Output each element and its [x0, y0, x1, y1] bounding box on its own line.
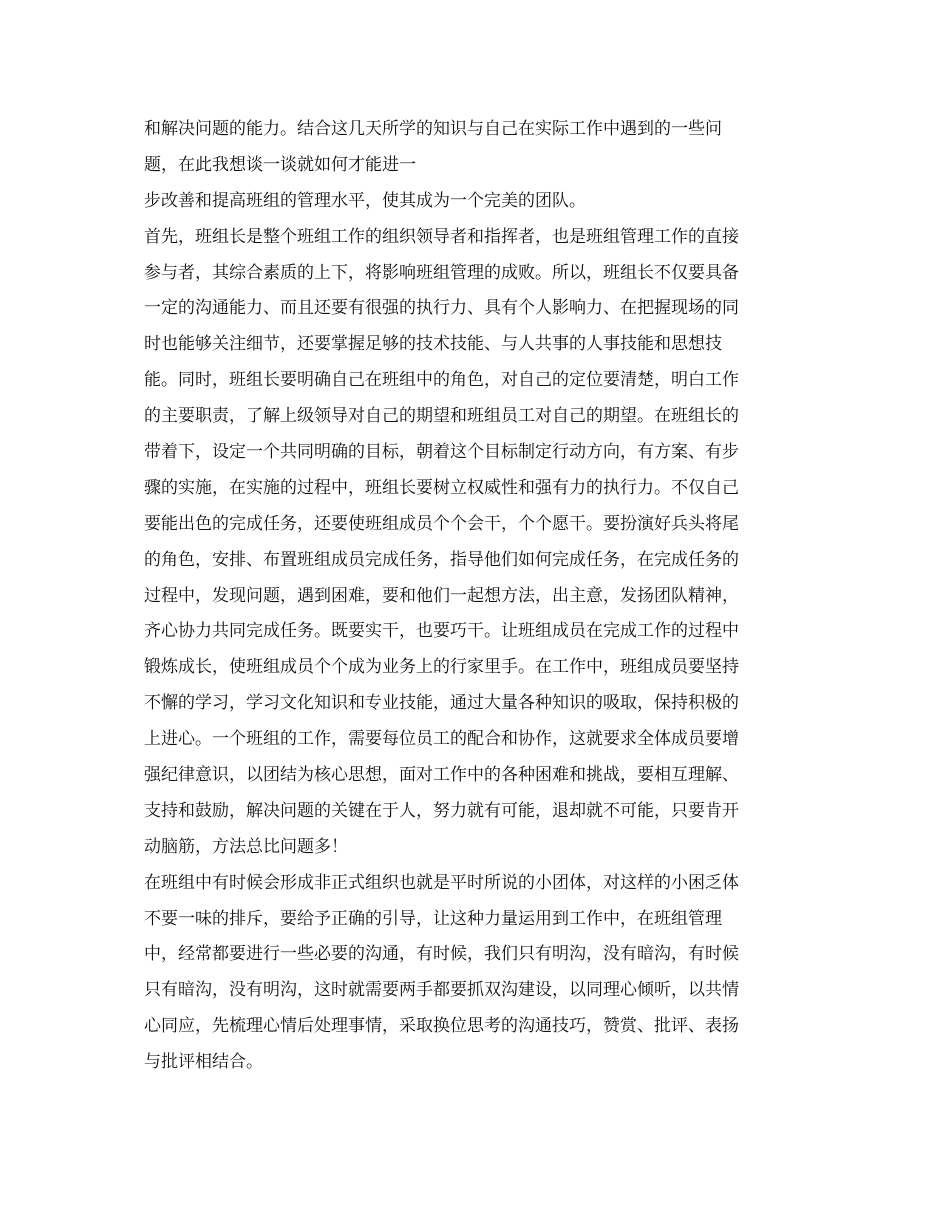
text-line: 时也能够关注细节，还要掌握足够的技术技能、与人共事的人事技能和思想技	[144, 334, 722, 355]
text-line: 心同应，先梳理心情后处理事情，采取换位思考的沟通技巧，赞赏、批评、表扬	[144, 1016, 739, 1037]
text-line: 强纪律意识，以团结为核心思想，面对工作中的各种困难和挑战，要相互理解、	[144, 765, 739, 786]
text-line: 的主要职责，了解上级领导对自己的期望和班组员工对自己的期望。在班组长的	[144, 406, 739, 427]
text-line: 支持和鼓励，解决问题的关键在于人，努力就有可能，退却就不可能，只要肯开	[144, 800, 739, 821]
text-line: 步改善和提高班组的管理水平，使其成为一个完美的团队。	[144, 190, 586, 211]
text-line: 齐心协力共同完成任务。既要实干，也要巧干。让班组成员在完成工作的过程中	[144, 621, 739, 642]
text-line: 在班组中有时候会形成非正式组织也就是平时所说的小团体，对这样的小困乏体	[144, 872, 739, 893]
text-line: 一定的沟通能力、而且还要有很强的执行力、具有个人影响力、在把握现场的同	[144, 298, 739, 319]
text-line: 参与者，其综合素质的上下，将影响班组管理的成败。所以，班组长不仅要具备	[144, 262, 739, 283]
text-line: 中，经常都要进行一些必要的沟通，有时候，我们只有明沟，没有暗沟，有时候	[144, 944, 739, 965]
text-line: 不懈的学习，学习文化知识和专业技能，通过大量各种知识的吸取，保持积极的	[144, 693, 739, 714]
text-line: 过程中，发现问题，遇到困难，要和他们一起想方法，出主意，发扬团队精神，	[144, 585, 739, 606]
text-line: 要能出色的完成任务，还要使班组成员个个会干，个个愿干。要扮演好兵头将尾	[144, 513, 739, 534]
text-line: 能。同时，班组长要明确自己在班组中的角色，对自己的定位要清楚，明白工作	[144, 370, 739, 391]
text-line: 的角色，安排、布置班组成员完成任务，指导他们如何完成任务，在完成任务的	[144, 549, 739, 570]
text-line: 不要一味的排斥，要给予正确的引导，让这种力量运用到工作中，在班组管理	[144, 908, 722, 929]
text-line: 上进心。一个班组的工作，需要每位员工的配合和协作，这就要求全体成员要增	[144, 729, 739, 750]
text-line: 骤的实施，在实施的过程中，班组长要树立权威性和强有力的执行力。不仅自己	[144, 477, 739, 498]
text-line: 只有暗沟，没有明沟，这时就需要两手都要抓双沟建设，以同理心倾听，以共情	[144, 980, 739, 1001]
text-line: 题，在此我想谈一谈就如何才能进一	[144, 154, 416, 175]
text-line: 和解决问题的能力。结合这几天所学的知识与自己在实际工作中遇到的一些问	[144, 119, 722, 139]
text-line: 锻炼成长，使班组成员个个成为业务上的行家里手。在工作中，班组成员要坚持	[144, 657, 739, 678]
text-line: 动脑筋，方法总比问题多！	[144, 836, 348, 857]
text-line: 带着下，设定一个共同明确的目标，朝着这个目标制定行动方向，有方案、有步	[144, 442, 739, 463]
body-text	[144, 112, 809, 1081]
text-line: 首先，班组长是整个班组工作的组织领导者和指挥者，也是班组管理工作的直接	[144, 226, 739, 247]
text-line: 与批评相结合。	[144, 1052, 263, 1073]
